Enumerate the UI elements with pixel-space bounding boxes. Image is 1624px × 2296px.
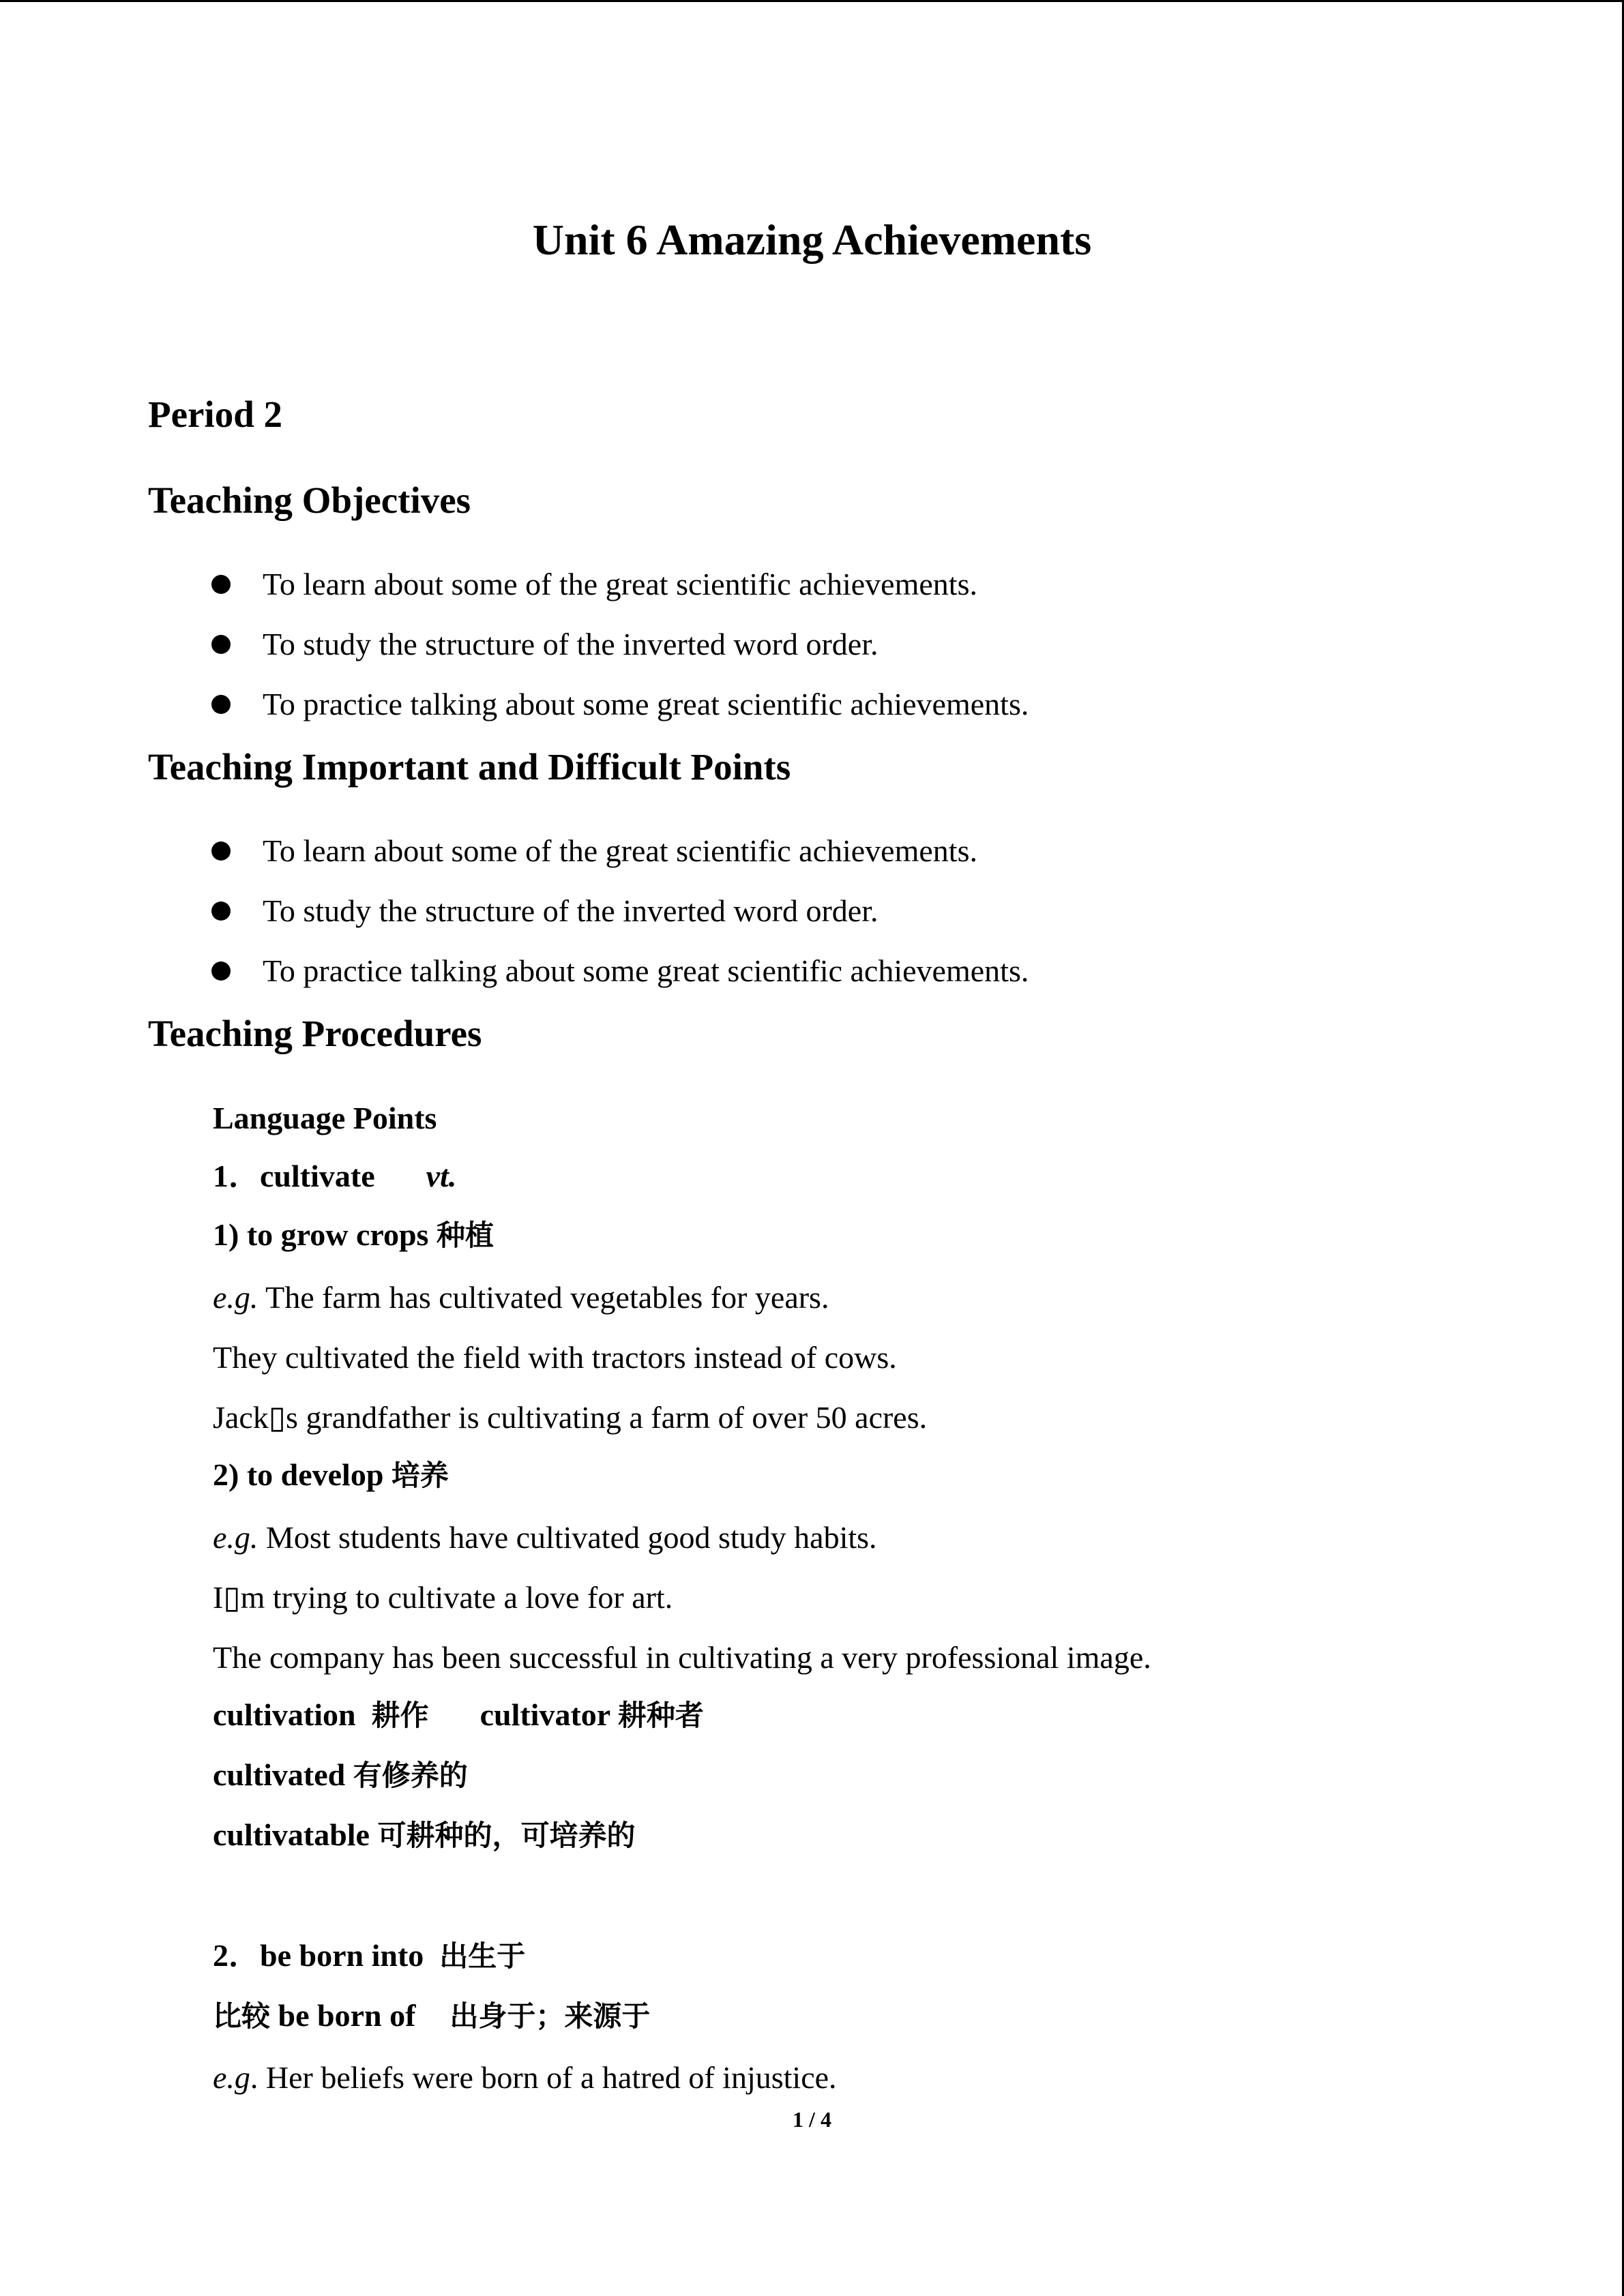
derivatives-row: cultivatable 可耕种的，可培养的 (213, 1817, 636, 1852)
bullet-icon (211, 635, 231, 654)
important-points-heading: Teaching Important and Difficult Points (148, 746, 791, 788)
example-sentence: I▯m trying to cultivate a love for art. (213, 1580, 673, 1615)
bullet-icon (211, 961, 231, 981)
bullet-icon (211, 841, 231, 861)
bullet-icon (211, 901, 231, 921)
compare-row: 比较 be born of 出身于；来源于 (213, 1998, 651, 2033)
derivatives-row: cultivation 耕作 cultivator 耕种者 (213, 1697, 704, 1732)
sense-heading: 2) to develop 培养 (213, 1457, 449, 1492)
vocab-item-be-born-into: 2．be born into 出生于 (213, 1938, 526, 1973)
page-title: Unit 6 Amazing Achievements (532, 215, 1092, 264)
document-page: Unit 6 Amazing Achievements Period 2 Teaching Objectives To learn about some of the great scientific achievements. To study the structure of the inverted word order. To practice talking about some great scientific achievements. Teaching Important and Difficult Points To learn about some of the great scientific achievements. To study the structure of the inverted word order. To practice talking about some great scientific achievements. Teaching Procedures Language Points 1．cultivate vt. 1) to grow crops 种植 e.g. The farm has cultivated vegetables for years. They cultivated the field with tractors instead of cows. Jack▯s grandfather is cultivating a farm of over 50 acres. 2) to develop 培养 e.g. Most students have cultivated good study habits. I▯m trying to cultivate a love for art. The company has been successful in cultivating a very professional image. cultivation 耕作 cultivator 耕种者 cultivated 有修养的 cultivatable 可耕种的，可培养的 2．be born into 出生于 比较 be born of 出身于；来源于 e.g. Her beliefs were born of a hatred of injustice. 1 / 4 (0, 0, 1624, 2296)
example-sentence: e.g. Most students have cultivated good study habits. (213, 1520, 877, 1555)
example-sentence: e.g. Her beliefs were born of a hatred of injustice. (213, 2060, 837, 2095)
period-heading: Period 2 (148, 393, 283, 435)
page-number: 1 / 4 (793, 2107, 831, 2132)
example-sentence: They cultivated the field with tractors instead of cows. (213, 1340, 897, 1375)
bullet-icon (211, 695, 231, 714)
sense-heading: 1) to grow crops 种植 (213, 1217, 494, 1252)
example-sentence: e.g. The farm has cultivated vegetables for years. (213, 1280, 829, 1315)
example-sentence: The company has been successful in cultivating a very professional image. (213, 1640, 1151, 1675)
language-points-label: Language Points (213, 1101, 437, 1135)
example-sentence: Jack▯s grandfather is cultivating a farm of over 50 acres. (213, 1400, 928, 1435)
vocab-item-cultivate: 1．cultivate vt. (213, 1159, 457, 1193)
objectives-heading: Teaching Objectives (148, 479, 471, 521)
bullet-icon (211, 575, 231, 594)
procedures-heading: Teaching Procedures (148, 1013, 482, 1054)
derivatives-row: cultivated 有修养的 (213, 1757, 468, 1792)
